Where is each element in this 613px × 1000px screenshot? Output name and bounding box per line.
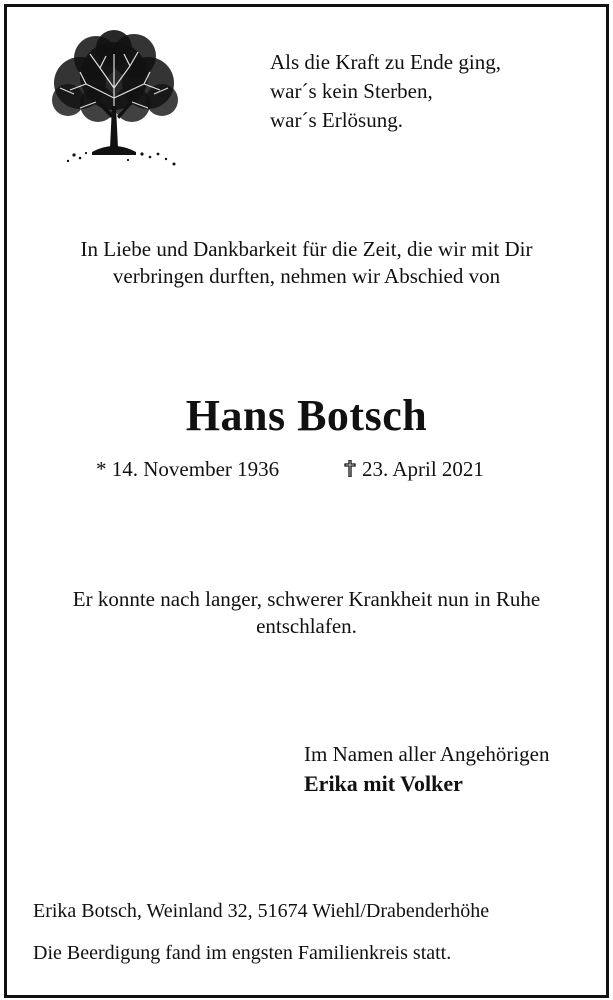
statement-line: Er konnte nach langer, schwerer Krankheit nun in Ruhe: [72, 587, 541, 611]
poem-line: war´s Erlösung.: [270, 108, 403, 132]
intro-line: verbringen durften, nehmen wir Abschied von: [112, 264, 501, 288]
family-address: Erika Botsch, Weinland 32, 51674 Wiehl/Drabenderhöhe: [33, 900, 490, 922]
intro-line: In Liebe und Dankbarkeit für die Zeit, die wir mit Dir: [80, 237, 533, 261]
poem-line: war´s kein Sterben,: [270, 79, 433, 103]
signature-names: Erika mit Volker: [304, 771, 463, 796]
tree-icon: [40, 28, 188, 170]
statement-text: [0, 586, 613, 640]
birth-date: * 14. November 1936: [96, 457, 280, 481]
deceased-name: Hans Botsch: [185, 391, 428, 440]
poem-line: Als die Kraft zu Ende ging,: [270, 50, 501, 74]
statement-line: entschlafen.: [256, 614, 357, 638]
intro-text: [0, 236, 613, 290]
signature-block: [304, 740, 550, 798]
funeral-note: Die Beerdigung fand im engsten Familienkreis statt.: [33, 942, 452, 964]
signature-preface: Im Namen aller Angehörigen: [304, 742, 550, 766]
death-date-group: [344, 455, 484, 483]
poem: [270, 48, 501, 135]
cross-icon: [344, 460, 356, 477]
death-date: 23. April 2021: [362, 457, 484, 481]
